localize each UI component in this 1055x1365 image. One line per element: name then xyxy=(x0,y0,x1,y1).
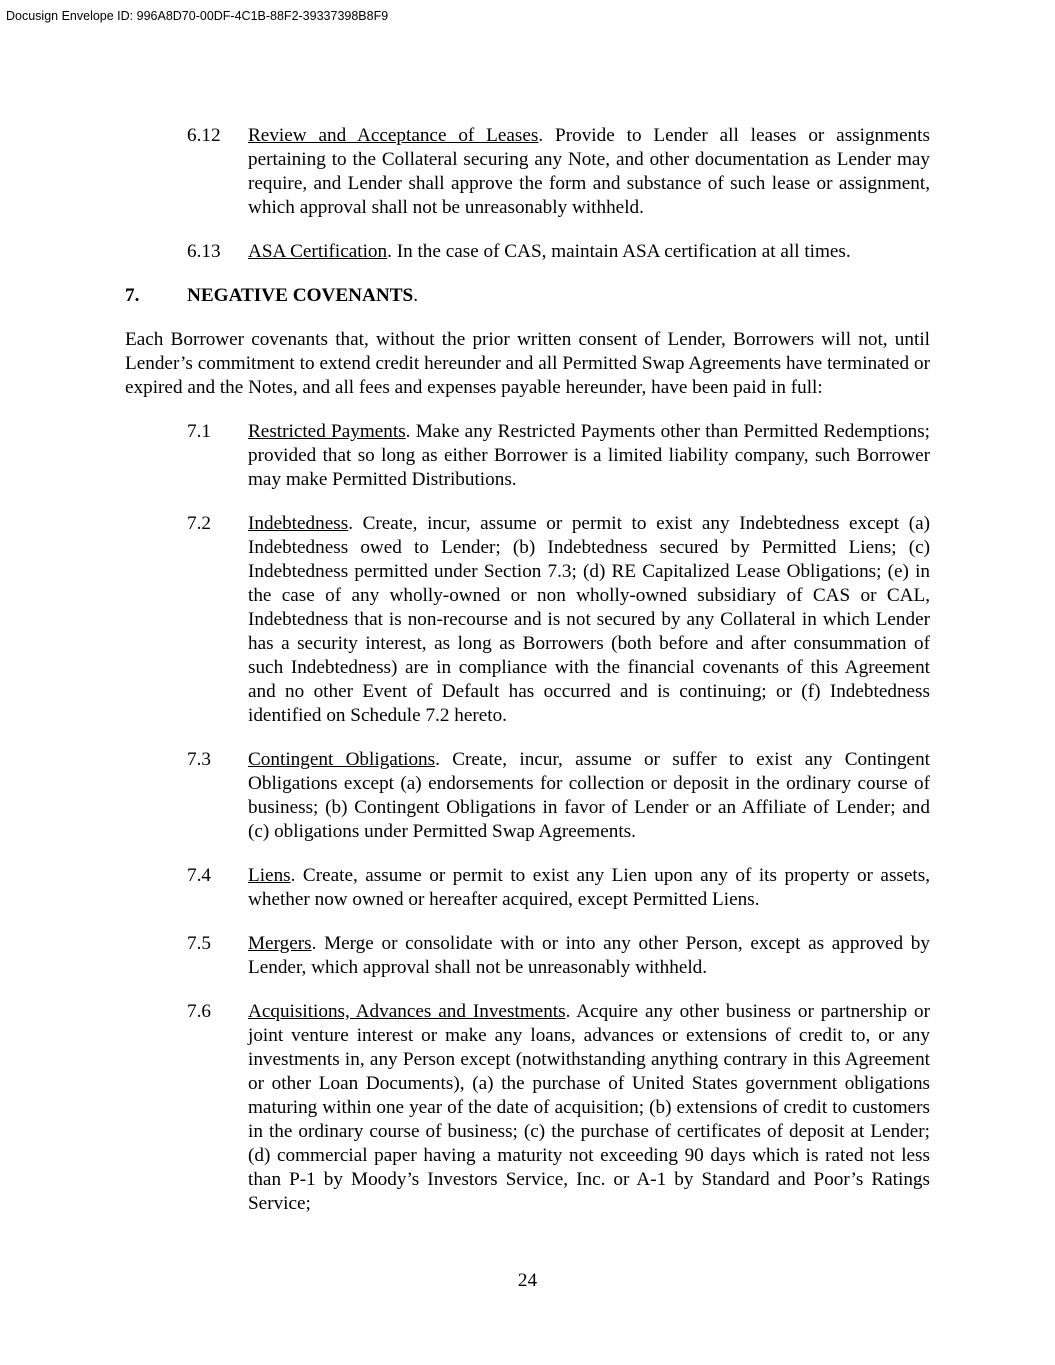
clause-7-6 xyxy=(125,1000,930,1216)
clause-text: . Acquire any other business or partnership or joint venture interest or make any loans, advances or extensions of credit to, or any investments in, any Person except (notwithstanding anything contrary in this Agreement or other Loan Documents), (a) the purchase of United States government obligations maturing within one year of the date of acquisition; (b) extensions of credit to customers in the ordinary course of business; (c) the purchase of certificates of deposit at Lender; (d) commercial paper having a maturity not exceeding 90 days which is rated not less than P-1 by Moody’s Investors Service, Inc. or A-1 by Standard and Poor’s Ratings Service; xyxy=(248,1001,930,1214)
clause-text: . Make any Restricted Payments other than Permitted Redemptions; provided that so long as either Borrower is a limited liability company, such Borrower may make Permitted Distributions. xyxy=(248,421,931,490)
section-title: NEGATIVE COVENANTS xyxy=(187,285,414,306)
clause-heading: ASA Certification xyxy=(248,241,388,262)
clause-text: . In the case of CAS, maintain ASA certification at all times. xyxy=(387,241,851,262)
clause-number: 7.5 xyxy=(187,933,211,954)
clause-7-1 xyxy=(125,420,930,492)
section-number: 7. xyxy=(125,285,140,306)
clause-text: . Provide to Lender all leases or assignments pertaining to the Collateral securing any Note, and other documentation as Lender may require, and Lender shall approve the form and substance of such lease or assignment, which approval shall not be unreasonably withheld. xyxy=(248,125,930,218)
clause-6-13 xyxy=(125,240,930,264)
clause-heading: Mergers xyxy=(248,933,312,954)
clause-6-12 xyxy=(125,124,930,220)
clause-text: . Create, incur, assume or suffer to exist any Contingent Obligations except (a) endorsements for collection or deposit in the ordinary course of business; (b) Contingent Obligations in favor of Lender or an Affiliate of Lender; and (c) obligations under Permitted Swap Agreements. xyxy=(248,749,930,842)
section-title-suffix: . xyxy=(413,285,418,306)
clause-7-2 xyxy=(125,512,930,728)
clause-heading: Review and Acceptance of Leases xyxy=(248,125,539,146)
clause-number: 7.3 xyxy=(187,749,211,770)
clause-number: 7.4 xyxy=(187,865,211,886)
section-intro: Each Borrower covenants that, without the prior written consent of Lender, Borrowers will not, until Lender’s commitment to extend credit hereunder and all Permitted Swap Agreements have terminated or expired and the Notes, and all fees and expenses payable hereunder, have been paid in full: xyxy=(125,329,930,398)
clause-text: . Merge or consolidate with or into any other Person, except as approved by Lender, which approval shall not be unreasonably withheld. xyxy=(248,933,930,978)
clause-heading: Liens xyxy=(248,865,291,886)
clause-text: . Create, incur, assume or permit to exist any Indebtedness except (a) Indebtedness owed to Lender; (b) Indebtedness secured by Permitted Liens; (c) Indebtedness permitted under Section 7.3; (d) RE Capitalized Lease Obligations; (e) in the case of any wholly-owned or non wholly-owned subsidiary of CAS or CAL, Indebtedness that is non-recourse and is not secured by any Collateral in which Lender has a security interest, as long as Borrowers (both before and after consummation of such Indebtedness) are in compliance with the financial covenants of this Agreement and no other Event of Default has occurred and is continuing; or (f) Indebtedness identified on Schedule 7.2 hereto. xyxy=(248,513,930,726)
clause-heading: Restricted Payments xyxy=(248,421,406,442)
page-number: 24 xyxy=(517,1270,538,1291)
clause-heading: Acquisitions, Advances and Investments xyxy=(248,1001,566,1022)
clause-7-3 xyxy=(125,748,930,844)
clause-7-5 xyxy=(125,932,930,980)
clause-number: 7.2 xyxy=(187,513,211,534)
page-body xyxy=(125,124,930,1216)
clause-number: 7.6 xyxy=(187,1001,211,1022)
clause-heading: Indebtedness xyxy=(248,513,349,534)
clause-text: . Create, assume or permit to exist any Lien upon any of its property or assets, whether now owned or hereafter acquired, except Permitted Liens. xyxy=(248,865,930,910)
clause-heading: Contingent Obligations xyxy=(248,749,436,770)
clause-number: 6.13 xyxy=(187,241,221,262)
section-heading xyxy=(125,284,930,308)
clause-7-4 xyxy=(125,864,930,912)
docusign-envelope-id: Docusign Envelope ID: 996A8D70-00DF-4C1B-88F2-39337398B8F9 xyxy=(6,9,389,23)
clause-number: 7.1 xyxy=(187,421,211,442)
clause-number: 6.12 xyxy=(187,125,221,146)
